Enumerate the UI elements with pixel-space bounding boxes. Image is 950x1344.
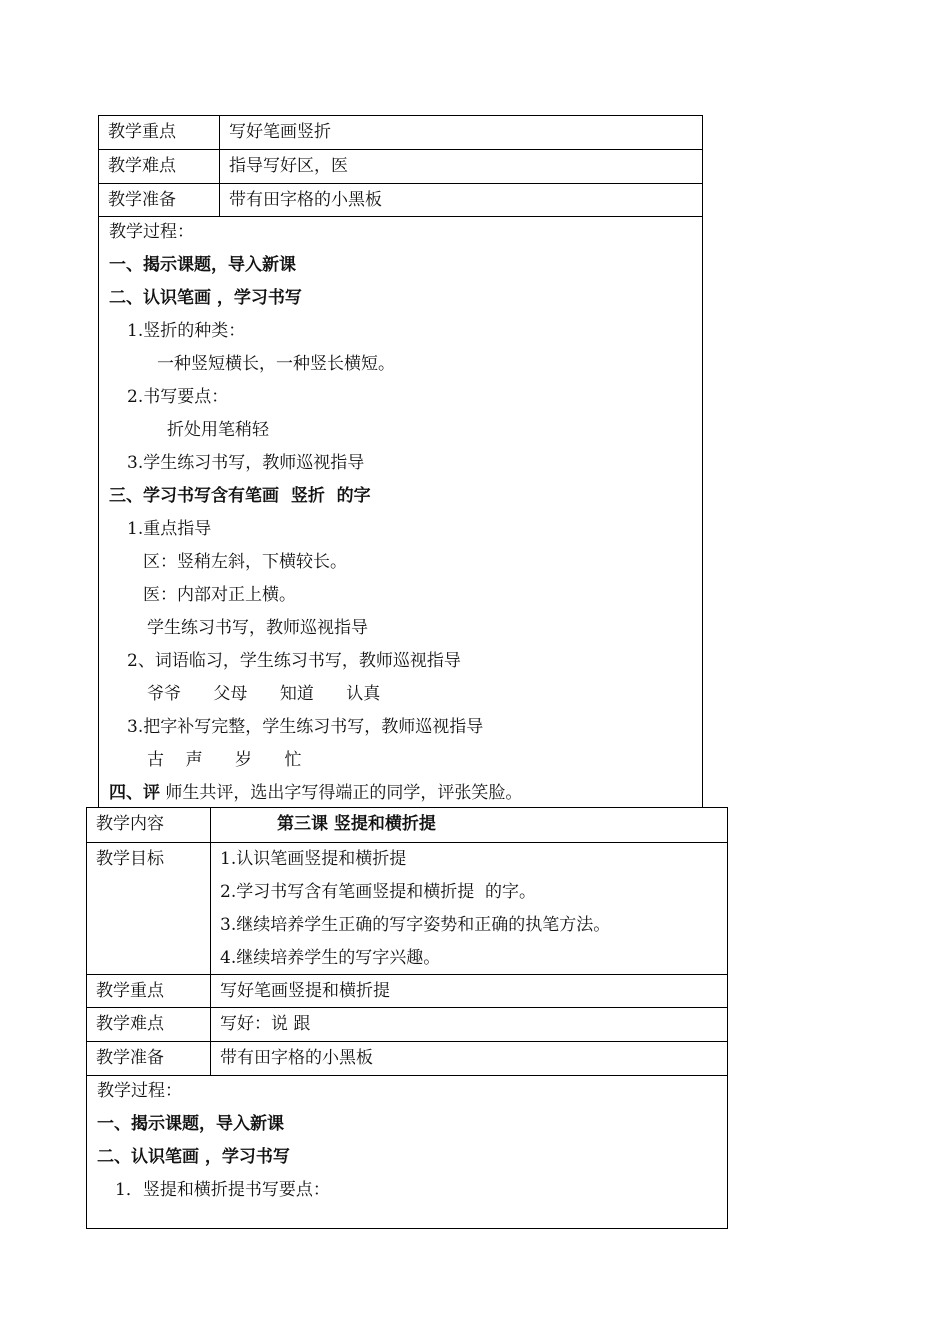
step-4-line bbox=[109, 782, 522, 804]
focus-label-2: 教学重点 bbox=[87, 975, 211, 1007]
step-4-label: 四、评 bbox=[109, 783, 160, 803]
preparation-label: 教学准备 bbox=[99, 184, 220, 216]
content-row bbox=[87, 808, 727, 843]
step-4-text: 师生共评，选出字写得端正的同学，评张笑脸。 bbox=[160, 783, 523, 803]
lesson-title: 第三课 竖提和横折提 bbox=[277, 814, 436, 834]
step-2-item-1-2: 1．竖提和横折提书写要点： bbox=[115, 1180, 330, 1200]
difficulty-label: 教学难点 bbox=[99, 150, 220, 183]
step-1-heading: 一、揭示课题，导入新课 bbox=[109, 255, 296, 275]
difficulty-value: 指导写好区，医 bbox=[229, 156, 348, 176]
process-section bbox=[99, 217, 702, 807]
lesson-table-2 bbox=[86, 807, 728, 1229]
step-3-item-2-words: 爷爷 父母 知道 认真 bbox=[147, 684, 381, 704]
preparation-row bbox=[99, 184, 702, 217]
focus-label: 教学重点 bbox=[99, 116, 220, 149]
step-3-item-1: 1.重点指导 bbox=[127, 519, 212, 539]
step-3-item-1-b: 医：内部对正上横。 bbox=[143, 585, 296, 605]
step-3-item-1-a: 区：竖稍左斜，下横较长。 bbox=[143, 552, 347, 572]
goals-list bbox=[211, 843, 727, 974]
process-title-2: 教学过程： bbox=[97, 1081, 182, 1101]
step-1-heading-2: 一、揭示课题，导入新课 bbox=[97, 1114, 284, 1134]
preparation-value-2: 带有田字格的小黑板 bbox=[220, 1048, 373, 1068]
focus-value-2: 写好笔画竖提和横折提 bbox=[220, 981, 390, 1001]
goal-item-4: 4.继续培养学生的写字兴趣。 bbox=[220, 948, 441, 968]
difficulty-value-2: 写好：说 跟 bbox=[220, 1014, 311, 1034]
process-title: 教学过程： bbox=[109, 222, 194, 242]
step-3-item-1-c: 学生练习书写，教师巡视指导 bbox=[147, 618, 368, 638]
goal-item-3: 3.继续培养学生正确的写字姿势和正确的执笔方法。 bbox=[220, 915, 611, 935]
step-3-heading: 三、学习书写含有笔画 竖折 的字 bbox=[109, 486, 371, 506]
step-2-heading-2: 二、认识笔画 ，学习书写 bbox=[97, 1147, 290, 1167]
step-3-item-2: 2、词语临习，学生练习书写，教师巡视指导 bbox=[127, 651, 461, 671]
focus-row-2 bbox=[87, 975, 727, 1008]
difficulty-label-2: 教学难点 bbox=[87, 1008, 211, 1041]
focus-row bbox=[99, 116, 702, 150]
difficulty-row bbox=[99, 150, 702, 184]
difficulty-row-2 bbox=[87, 1008, 727, 1042]
goal-item-2: 2.学习书写含有笔画竖提和横折提 的字。 bbox=[220, 882, 537, 902]
step-2-item-2-detail: 折处用笔稍轻 bbox=[167, 420, 269, 440]
goal-item-1: 1.认识笔画竖提和横折提 bbox=[220, 849, 407, 869]
step-2-heading: 二、认识笔画 ，学习书写 bbox=[109, 288, 302, 308]
step-2-item-1: 1.竖折的种类： bbox=[127, 321, 246, 341]
content-label: 教学内容 bbox=[87, 808, 211, 842]
step-3-item-3: 3.把字补写完整，学生练习书写，教师巡视指导 bbox=[127, 717, 484, 737]
goals-row bbox=[87, 843, 727, 975]
focus-value: 写好笔画竖折 bbox=[229, 122, 331, 142]
preparation-row-2 bbox=[87, 1042, 727, 1076]
step-2-item-3: 3.学生练习书写，教师巡视指导 bbox=[127, 453, 365, 473]
lesson-table-1 bbox=[98, 115, 703, 808]
step-3-item-3-words: 古 声 岁 忙 bbox=[147, 750, 302, 770]
step-2-item-1-detail: 一种竖短横长，一种竖长横短。 bbox=[157, 354, 395, 374]
goals-label: 教学目标 bbox=[87, 843, 211, 974]
preparation-value: 带有田字格的小黑板 bbox=[229, 190, 382, 210]
step-2-item-2: 2.书写要点： bbox=[127, 387, 229, 407]
process-section-2 bbox=[87, 1076, 727, 1228]
preparation-label-2: 教学准备 bbox=[87, 1042, 211, 1075]
